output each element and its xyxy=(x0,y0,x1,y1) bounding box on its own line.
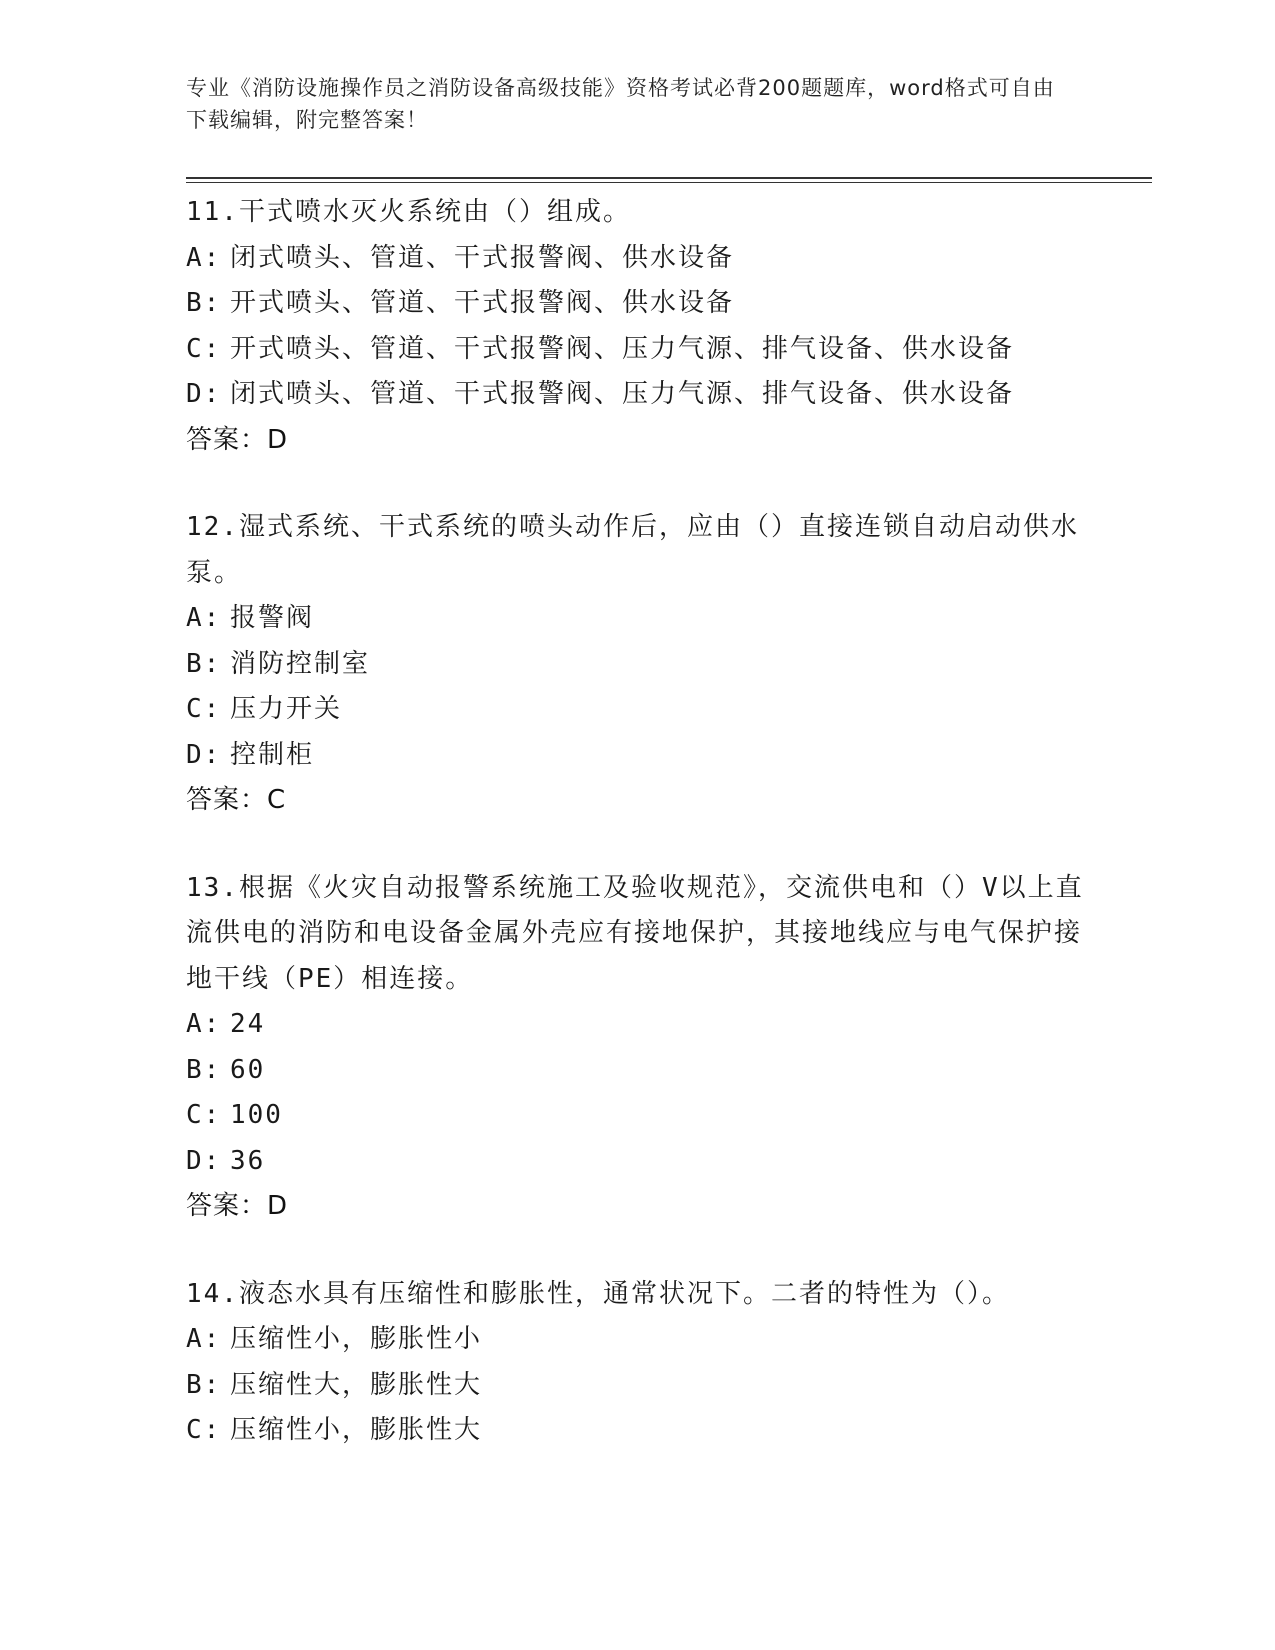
answer-line: 答案：C xyxy=(186,785,287,815)
option-key: B: xyxy=(186,1369,222,1400)
option-key: A: xyxy=(186,1009,222,1039)
option-text: 报警阀 xyxy=(230,603,315,633)
option-text: 压力开关 xyxy=(230,694,343,724)
option-key: D: xyxy=(186,1145,222,1176)
option-key: C: xyxy=(186,1100,222,1130)
question-13 xyxy=(186,866,1086,1230)
option-b xyxy=(186,1363,1086,1409)
option-key: B: xyxy=(186,648,222,679)
option-c xyxy=(186,1093,1086,1139)
option-a xyxy=(186,596,1086,642)
question-stem: 11.干式喷水灭火系统由（）组成。 xyxy=(186,197,631,227)
option-d xyxy=(186,733,1086,779)
option-text: 开式喷头、管道、干式报警阀、供水设备 xyxy=(230,288,735,318)
option-key: C: xyxy=(186,1415,222,1445)
question-list xyxy=(186,190,1086,1496)
option-key: D: xyxy=(186,739,222,770)
question-12 xyxy=(186,505,1086,824)
header-rule-thin xyxy=(186,182,1152,183)
option-c xyxy=(186,1408,1086,1454)
document-header: 专业《消防设施操作员之消防设备高级技能》资格考试必背200题题库，word格式可自由下载编辑，附完整答案！ xyxy=(186,76,1055,132)
question-11 xyxy=(186,190,1086,463)
option-a xyxy=(186,1002,1086,1048)
option-text: 36 xyxy=(230,1145,266,1176)
option-text: 60 xyxy=(230,1054,266,1085)
question-14 xyxy=(186,1272,1086,1454)
option-a xyxy=(186,1317,1086,1363)
option-key: B: xyxy=(186,1054,222,1085)
option-b xyxy=(186,642,1086,688)
option-text: 闭式喷头、管道、干式报警阀、供水设备 xyxy=(230,242,735,273)
option-key: A: xyxy=(186,242,222,273)
option-key: A: xyxy=(186,603,222,633)
option-text: 压缩性小，膨胀性大 xyxy=(230,1415,483,1445)
option-key: C: xyxy=(186,694,222,724)
option-text: 压缩性小，膨胀性小 xyxy=(230,1324,483,1354)
option-text: 控制柜 xyxy=(230,739,315,770)
option-text: 消防控制室 xyxy=(230,648,371,679)
answer-line: 答案：D xyxy=(186,1191,289,1221)
option-text: 开式喷头、管道、干式报警阀、压力气源、排气设备、供水设备 xyxy=(230,333,1015,364)
option-text: 24 xyxy=(230,1009,266,1039)
option-b xyxy=(186,281,1086,327)
answer-line: 答案：D xyxy=(186,424,289,455)
option-text: 100 xyxy=(230,1100,283,1130)
option-a xyxy=(186,236,1086,282)
option-d xyxy=(186,1139,1086,1185)
question-stem: 14.液态水具有压缩性和膨胀性，通常状况下。二者的特性为（）。 xyxy=(186,1278,1010,1309)
option-d xyxy=(186,372,1086,418)
option-key: A: xyxy=(186,1324,222,1354)
option-c xyxy=(186,687,1086,733)
header-rule-thick xyxy=(186,177,1152,179)
question-stem: 13.根据《火灾自动报警系统施工及验收规范》，交流供电和（）V以上直流供电的消防和电设备金属外壳应有接地保护，其接地线应与电气保护接地干线（PE）相连接。 xyxy=(186,872,1084,994)
option-key: C: xyxy=(186,333,222,364)
option-key: B: xyxy=(186,288,222,318)
question-stem: 12.湿式系统、干式系统的喷头动作后，应由（）直接连锁自动启动供水泵。 xyxy=(186,512,1079,588)
option-b xyxy=(186,1048,1086,1094)
option-key: D: xyxy=(186,379,222,409)
option-text: 压缩性大，膨胀性大 xyxy=(230,1369,483,1400)
option-c xyxy=(186,327,1086,373)
option-text: 闭式喷头、管道、干式报警阀、压力气源、排气设备、供水设备 xyxy=(230,379,1015,409)
